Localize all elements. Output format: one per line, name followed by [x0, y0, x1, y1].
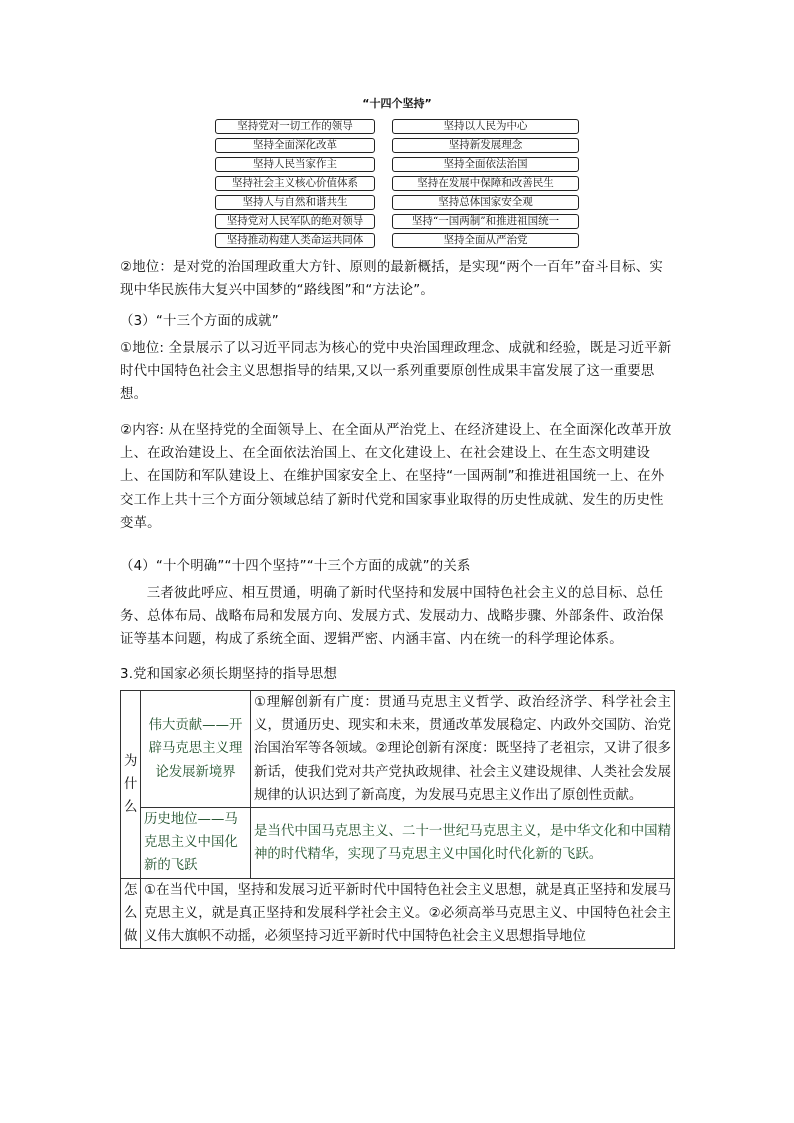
subheading-relationship: （4）“十个明确”“十四个坚持”“十三个方面的成就”的关系: [120, 559, 471, 574]
principle-box: 坚持全面深化改革: [215, 138, 375, 153]
table-row: [121, 808, 675, 879]
principle-box: 坚持“一国两制”和推进祖国统一: [392, 214, 579, 229]
principle-box: 坚持全面依法治国: [392, 157, 579, 172]
how-content: ①在当代中国，坚持和发展习近平新时代中国特色社会主义思想，就是真正坚持和发展马克思主义，就是真正坚持和发展科学社会主义。②必须高举马克思主义、中国特色社会主义伟大旗帜不动摇，必须坚持习近平新时代中国特色社会主义思想指导地位: [141, 878, 675, 949]
paragraph-achievements-content: ②内容: 从在坚持党的全面领导上、在全面从严治党上、在经济建设上、在全面深化改革开放上、在政治建设上、在全面依法治国上、在文化建设上、在社会建设上、在生态文明建设上、在国防和军队建设上、在维护国家安全上、在坚持“一国两制”和推进祖国统一上、在外交工作上共十三个方面分领域总结了新时代党和国家事业取得的历史性成就、发生的历史性变革。: [120, 423, 672, 531]
principle-box: 坚持在发展中保障和改善民生: [392, 176, 579, 191]
figure-title: “十四个坚持”: [362, 97, 432, 110]
row-header-why: 为 什 么: [121, 691, 141, 879]
table-row: [121, 878, 675, 949]
paragraph-relationship: 三者彼此呼应、相互贯通，明确了新时代坚持和发展中国特色社会主义的总目标、总任务、总体布局、战略布局和发展方向、发展方式、发展动力、战略步骤、外部条件、政治保证等基本问题，构成了系统全面、逻辑严密、内涵丰富、内在统一的科学理论体系。: [120, 586, 664, 648]
principle-box: 坚持全面从严治党: [392, 233, 579, 248]
status-content: 是当代中国马克思主义、二十一世纪马克思主义，是中华文化和中国精神的时代精华，实现了马克思主义中国化时代化新的飞跃。: [251, 808, 675, 879]
principle-box: 坚持党对一切工作的领导: [215, 119, 375, 134]
principle-box: 坚持以人民为中心: [392, 119, 579, 134]
principle-box: 坚持人民当家作主: [215, 157, 375, 172]
paragraph-position: ②地位：是对党的治国理政重大方针、原则的最新概括，是实现“两个一百年”奋斗目标、实现中华民族伟大复兴中国梦的“路线图”和“方法论”。: [120, 260, 663, 299]
principle-box: 坚持人与自然和谐共生: [215, 195, 375, 210]
paragraph-achievements-position: ①地位: 全景展示了以习近平同志为核心的党中央治国理政理念、成就和经验，既是习近平新时代中国特色社会主义思想指导的结果,又以一系列重要原创性成果丰富发展了这一重要思想。: [120, 341, 672, 403]
principle-box: 坚持总体国家安全观: [392, 195, 579, 210]
principle-box: 坚持社会主义核心价值体系: [215, 176, 375, 191]
subheading-achievements: （3）“十三个方面的成就”: [120, 314, 279, 329]
contribution-label: 伟大贡献——开辟马克思主义理论发展新境界: [141, 691, 251, 808]
principle-box: 坚持推动构建人类命运共同体: [215, 233, 375, 248]
status-label: 历史地位——马克思主义中国化新的飞跃: [141, 808, 251, 879]
table-row: [121, 691, 675, 808]
principle-box: 坚持新发展理念: [392, 138, 579, 153]
section-heading: 3.党和国家必须长期坚持的指导思想: [120, 667, 338, 682]
principle-box: 坚持党对人民军队的绝对领导: [215, 214, 375, 229]
contribution-content: ①理解创新有广度：贯通马克思主义哲学、政治经济学、科学社会主义，贯通历史、现实和未来，贯通改革发展稳定、内政外交国防、治党治国治军等各领域。②理论创新有深度：既坚持了老祖宗，又讲了很多新话，使我们党对共产党执政规律、社会主义建设规律、人类社会发展规律的认识达到了新高度，为发展马克思主义作出了原创性贡献。: [251, 691, 675, 808]
guiding-thought-table: [120, 690, 675, 949]
row-header-how: 怎 么 做: [121, 878, 141, 949]
